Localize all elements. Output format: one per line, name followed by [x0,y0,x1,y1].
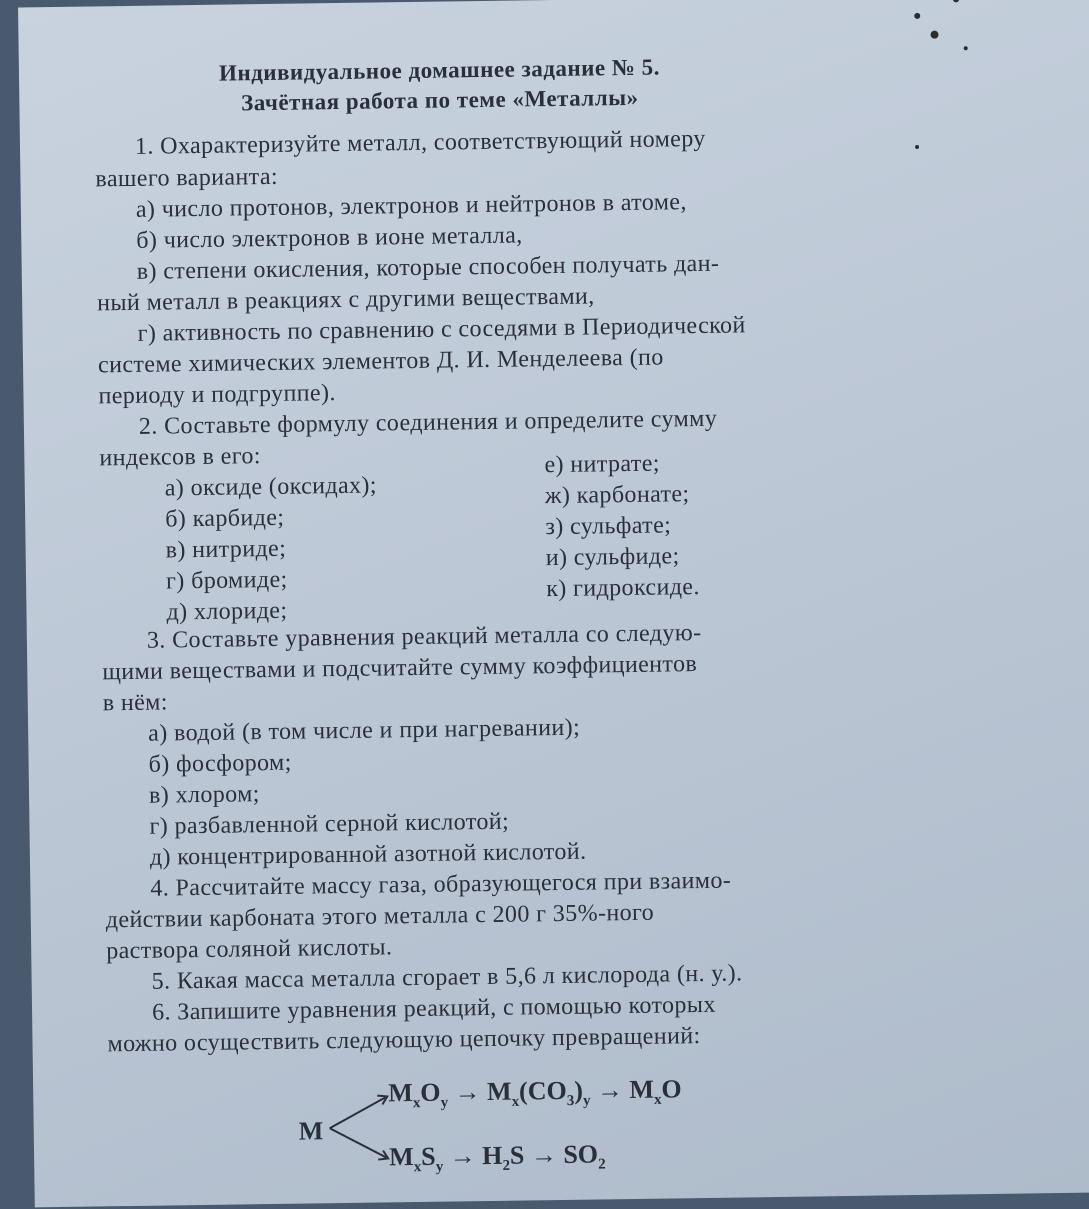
branch-arrows [325,1087,396,1168]
worksheet-page [18,0,1089,1207]
paper-speck [953,0,959,2]
task2-item-z: з) сульфате; [545,512,672,541]
task1-item-g-cont: системе химических элементов Д. И. Менделеева (по [97,344,664,379]
task2-item-i: и) сульфиде; [545,543,680,572]
task2-item-a: а) оксиде (оксидах); [164,472,378,502]
formula-sub: x [511,1093,520,1110]
task3-line-3: в нём: [102,689,169,717]
formula-sub: y [435,1158,444,1175]
paper-speck [964,46,968,50]
task3-item-d: д) концентрированной азотной кислотой. [149,838,587,871]
formula-part: SO [563,1139,599,1169]
task2-item-g: г) бромиде; [165,566,288,595]
task3-item-a: а) водой (в том числе и при нагревании); [148,714,581,747]
formula-part: M [388,1142,414,1172]
formula-part: M [629,1074,655,1105]
reaction-arrow: → [596,1075,624,1105]
formula-part: S [420,1141,436,1171]
task3-item-b: б) фосфором; [148,749,292,778]
task2-item-k: к) гидроксиде. [546,574,700,603]
task1-line-1: 1. Охарактеризуйте металл, соответствующий номеру [134,125,706,160]
task4-line-3: раствора соляной кислоты. [106,934,393,965]
task4-line-1: 4. Рассчитайте массу газа, образующегося при взаимо- [150,867,732,902]
formula-part: M [486,1076,512,1107]
task2-item-b: б) карбиде; [165,504,285,533]
formula-sub: x [413,1159,422,1176]
formula-part: S [509,1140,525,1170]
task1-item-a: а) число протонов, электронов и нейтронов в атоме, [135,189,687,223]
formula-part: ) [574,1075,584,1105]
task1-item-v-cont: ный металл в реакциях с другими веществами, [97,283,595,317]
task2-item-e: е) нитрате; [544,450,661,479]
page-title: Индивидуальное домашнее задание № 5. [218,54,661,86]
task4-line-2: действии карбоната этого металла с 200 г 35%-ного [105,899,655,934]
task6-line-1: 6. Запишите уравнения реакций, с помощью которых [151,991,716,1026]
task5-line: 5. Какая масса металла сгорает в 5,6 л кислорода (н. у.). [151,960,743,995]
task1-item-g-end: периоду и подгруппе). [98,380,336,410]
task2-item-d: д) хлориде; [166,597,288,626]
task2-item-zh: ж) карбонате; [544,481,690,510]
task6-line-2: можно осуществить следующую цепочку превращений: [107,1023,701,1058]
reaction-arrow: → [530,1140,558,1170]
formula-sub: x [653,1091,662,1108]
paper-speck [915,145,919,149]
formula-sub: y [582,1092,591,1109]
formula-sub: 3 [566,1093,575,1110]
task3-line-1: 3. Составьте уравнения реакций металла со следую- [146,619,702,654]
formula-sub: y [440,1094,449,1111]
reaction-arrow: → [454,1077,481,1107]
task1-item-v: в) степени окисления, которые способен получать дан- [136,250,720,285]
page-subtitle: Зачётная работа по теме «Металлы» [240,84,639,116]
scheme-bottom-chain [389,1139,606,1176]
task2-item-v: в) нитриде; [165,535,287,564]
formula-part: M [388,1078,413,1108]
formula-sub: 2 [502,1157,511,1175]
task1-line-2: вашего варианта: [95,163,279,193]
formula-part: O [420,1077,441,1107]
task2-line-1: 2. Составьте формулу соединения и определите сумму [138,405,718,440]
formula-part: O [661,1074,682,1104]
task3-line-2: щими веществами и подсчитайте сумму коэффициентов [102,651,698,686]
formula-part: H [481,1140,503,1171]
paper-speck [914,13,920,19]
formula-part: (CO [518,1075,567,1106]
formula-sub: 2 [598,1156,606,1173]
task1-item-b: б) число электронов в ионе металла, [136,222,523,254]
task1-item-g: г) активность по сравнению с соседями в Периодической [137,312,746,347]
task3-item-g: г) разбавленной серной кислотой; [149,808,510,840]
formula-sub: x [412,1095,421,1112]
task3-item-v: в) хлором; [148,781,260,809]
scheme-top-chain [388,1074,682,1112]
task2-line-2: индексов в его: [99,443,262,472]
paper-speck [930,31,938,39]
reaction-arrow: → [449,1141,476,1171]
scheme-start-metal: M [298,1116,324,1146]
